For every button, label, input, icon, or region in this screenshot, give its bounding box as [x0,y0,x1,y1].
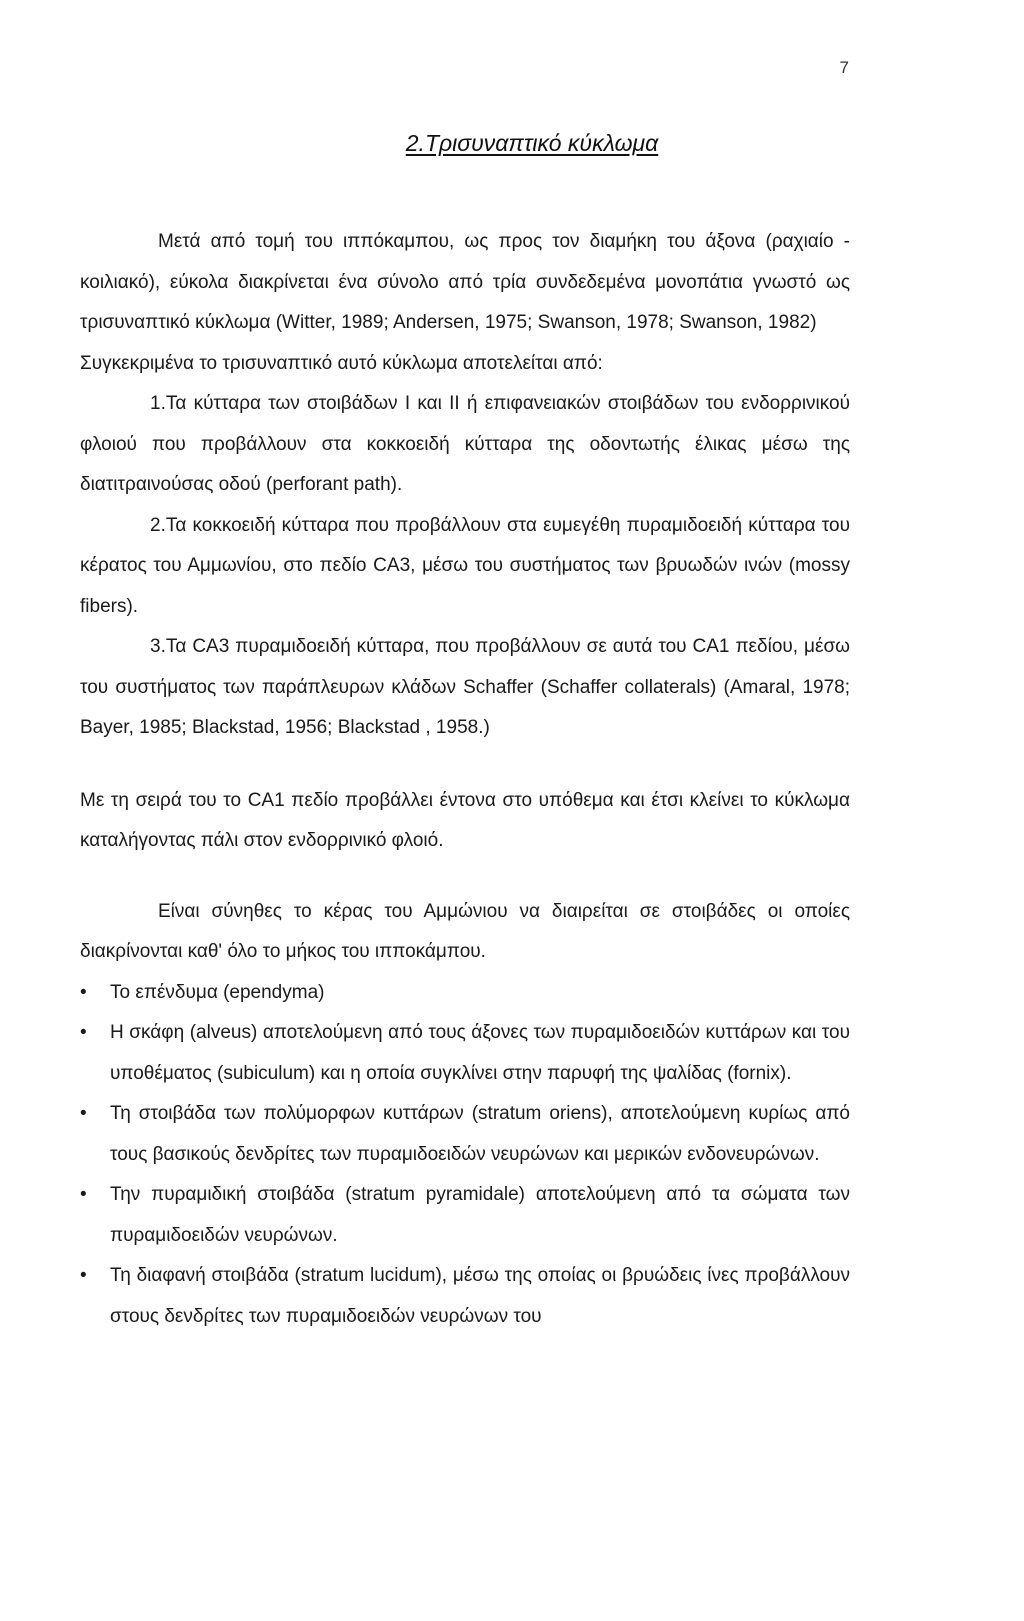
bullet-item [80,1175,850,1256]
list-item-3: 3.Τα CA3 πυραμιδοειδή κύτταρα, που προβάλλουν σε αυτά του CA1 πεδίου, μέσω του συστήματος των παράπλευρων κλάδων Schaffer (Schaffer collaterals) (Amaral, 1978; Bayer, 1985; Blackstad, 1956; Blackstad , 1958.) [80,636,850,738]
bullet-text: Τη διαφανή στοιβάδα (stratum lucidum), μέσω της οποίας οι βρυώδεις ίνες προβάλλουν στους δενδρίτες των πυραμιδοειδών νευρώνων του [110,1265,850,1327]
specifically-paragraph: Συγκεκριμένα το τρισυναπτικό αυτό κύκλωμα αποτελείται από: [80,352,603,374]
bullet-text: Το επένδυμα (ependyma) [110,981,325,1003]
intro-paragraph: Μετά από τομή του ιππόκαμπου, ως προς τον διαμήκη του άξονα (ραχιαίο - κοιλιακό), εύκολα διακρίνεται ένα σύνολο από τρία συνδεδεμένα μονοπάτια γνωστό ως τρισυναπτικό κύκλωμα (Witter, 1989; Andersen, 1975; Swanson, 1978; Swanson, 1982) [80,231,850,333]
bullet-icon: • [80,1022,87,1043]
bullet-icon: • [80,1184,87,1205]
bullet-item [80,1013,850,1094]
list-item-1: 1.Τα κύτταρα των στοιβάδων I και II ή επιφανειακών στοιβάδων του ενδορρινικού φλοιού που προβάλλουν στα κοκκοειδή κύτταρα της οδοντωτής έλικας μέσω της διατιτραινούσας οδού (perforant path). [80,393,850,495]
page-number: 7 [839,58,849,77]
ca1-paragraph: Με τη σειρά του το CA1 πεδίο προβάλλει έντονα στο υπόθεμα και έτσι κλείνει το κύκλωμα καταλήγοντας πάλι στον ενδορρινικό φλοιό. [80,789,850,851]
bullet-icon: • [80,1103,87,1124]
section-heading: 2.Τρισυναπτικό κύκλωμα [405,130,659,156]
bullet-item [80,1256,850,1337]
bullet-item [80,1094,850,1175]
bullet-icon: • [80,981,87,1003]
list-item-2: 2.Τα κοκκοειδή κύτταρα που προβάλλουν στα ευμεγέθη πυραμιδοειδή κύτταρα του κέρατος του Αμμωνίου, στο πεδίο CA3, μέσω του συστήματος των βρυωδών ινών (mossy fibers). [80,514,850,617]
layers-intro-paragraph: Είναι σύνηθες το κέρας του Αμμώνιου να διαιρείται σε στοιβάδες οι οποίες διακρίνονται καθ' όλο το μήκος του ιπποκάμπου. [80,900,850,962]
body-text [80,222,850,1337]
bullet-text: Τη στοιβάδα των πολύμορφων κυττάρων (stratum oriens), αποτελούμενη κυρίως από τους βασικούς δενδρίτες των πυραμιδοειδών νευρώνων και μερικών ενδονευρώνων. [110,1103,850,1165]
bullet-item [80,973,850,1014]
bullet-text: Την πυραμιδική στοιβάδα (stratum pyramidale) αποτελούμενη από τα σώματα των πυραμιδοειδών νευρώνων. [110,1184,850,1246]
bullet-text: Η σκάφη (alveus) αποτελούμενη από τους άξονες των πυραμιδοειδών κυττάρων και του υποθέματος (subiculum) και η οποία συγκλίνει στην παρυφή της ψαλίδας (fornix). [110,1022,850,1084]
bullet-icon: • [80,1265,87,1286]
layers-list [80,973,850,1338]
